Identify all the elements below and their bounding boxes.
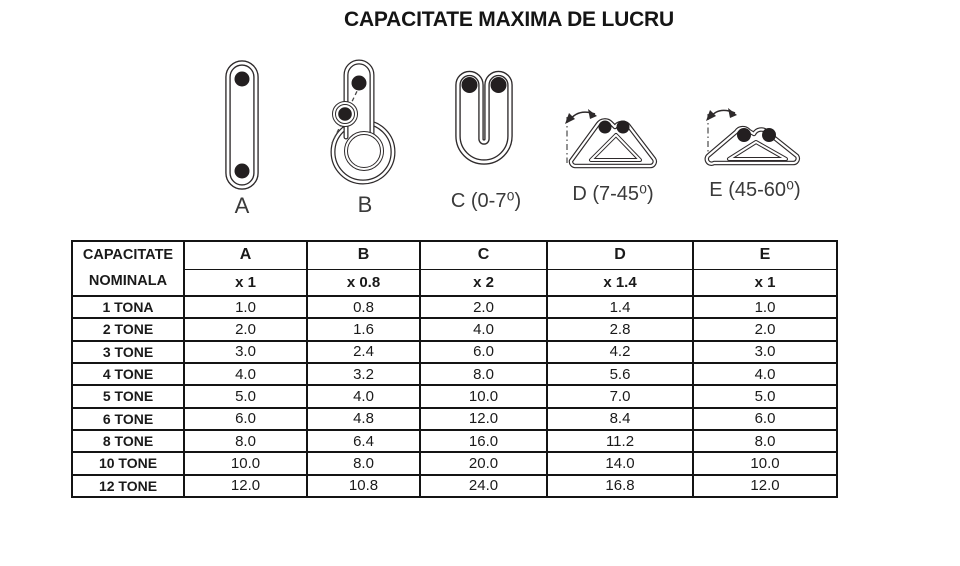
capacity-value: 1.0 — [693, 296, 837, 318]
capacity-table — [71, 240, 838, 498]
column-letter-e: E — [693, 241, 837, 269]
capacity-value: 5.0 — [184, 385, 307, 407]
page-title: CAPACITATE MAXIMA DE LUCRU — [343, 8, 674, 31]
capacity-value: 2.8 — [547, 318, 693, 340]
capacity-value: 12.0 — [420, 408, 547, 430]
row-label: 5 TONE — [72, 385, 184, 407]
column-multiplier-a: x 1 — [184, 269, 307, 296]
basket-angle-7-45-icon — [557, 103, 669, 178]
corner-header-line1: CAPACITATE — [82, 247, 174, 264]
row-label: 8 TONE — [72, 430, 184, 452]
capacity-value: 16.8 — [547, 475, 693, 497]
capacity-value: 10.0 — [420, 385, 547, 407]
column-multiplier-c: x 2 — [420, 269, 547, 296]
capacity-value: 12.0 — [184, 475, 307, 497]
capacity-value: 12.0 — [693, 475, 837, 497]
table-row — [72, 363, 837, 385]
capacity-value: 7.0 — [547, 385, 693, 407]
row-label: 4 TONE — [72, 363, 184, 385]
capacity-value: 4.0 — [184, 363, 307, 385]
capacity-value: 4.0 — [420, 318, 547, 340]
column-letter-d: D — [547, 241, 693, 269]
capacity-value: 10.8 — [307, 475, 420, 497]
capacity-value: 2.4 — [307, 341, 420, 363]
capacity-value: 3.0 — [184, 341, 307, 363]
diagram-c-label: C (0-7⁰) — [450, 190, 522, 212]
capacity-value: 8.4 — [547, 408, 693, 430]
capacity-value: 4.8 — [307, 408, 420, 430]
capacity-value: 20.0 — [420, 452, 547, 474]
diagram-e-label: E (45-60⁰) — [709, 179, 801, 201]
column-letter-b: B — [307, 241, 420, 269]
capacity-value: 2.0 — [693, 318, 837, 340]
table-row — [72, 385, 837, 407]
capacity-value: 6.0 — [184, 408, 307, 430]
capacity-value: 11.2 — [547, 430, 693, 452]
basket-hitch-icon — [451, 63, 521, 183]
capacity-value: 5.0 — [693, 385, 837, 407]
capacity-value: 3.2 — [307, 363, 420, 385]
row-label: 10 TONE — [72, 452, 184, 474]
table-row — [72, 452, 837, 474]
capacity-value: 8.0 — [420, 363, 547, 385]
capacity-value: 5.6 — [547, 363, 693, 385]
table-row — [72, 475, 837, 497]
diagram-c — [436, 63, 536, 213]
diagram-d — [550, 103, 676, 206]
capacity-value: 1.4 — [547, 296, 693, 318]
capacity-value: 4.0 — [307, 385, 420, 407]
diagram-e — [692, 105, 818, 202]
capacity-value: 24.0 — [420, 475, 547, 497]
column-letter-c: C — [420, 241, 547, 269]
table-row — [72, 296, 837, 318]
corner-header-line2: NOMINALA — [88, 272, 168, 289]
column-multiplier-d: x 1.4 — [547, 269, 693, 296]
capacity-value: 6.0 — [420, 341, 547, 363]
capacity-value: 10.0 — [184, 452, 307, 474]
diagram-b-label: B — [357, 192, 373, 217]
capacity-value: 0.8 — [307, 296, 420, 318]
capacity-value: 16.0 — [420, 430, 547, 452]
column-multiplier-b: x 0.8 — [307, 269, 420, 296]
column-multiplier-e: x 1 — [693, 269, 837, 296]
corner-header — [72, 241, 184, 296]
capacity-value: 8.0 — [307, 452, 420, 474]
row-label: 6 TONE — [72, 408, 184, 430]
capacity-value: 6.4 — [307, 430, 420, 452]
row-label: 3 TONE — [72, 341, 184, 363]
capacity-value: 2.0 — [184, 318, 307, 340]
capacity-value: 14.0 — [547, 452, 693, 474]
vertical-sling-icon — [220, 60, 264, 190]
capacity-value: 10.0 — [693, 452, 837, 474]
capacity-value: 4.0 — [693, 363, 837, 385]
row-label: 12 TONE — [72, 475, 184, 497]
table-row — [72, 408, 837, 430]
table-row — [72, 318, 837, 340]
capacity-value: 6.0 — [693, 408, 837, 430]
diagram-d-label: D (7-45⁰) — [572, 183, 654, 205]
table-row — [72, 430, 837, 452]
capacity-value: 8.0 — [184, 430, 307, 452]
choke-hitch-icon — [320, 57, 410, 192]
capacity-table-body — [72, 296, 837, 497]
capacity-value: 8.0 — [693, 430, 837, 452]
capacity-value: 1.0 — [184, 296, 307, 318]
table-row — [72, 341, 837, 363]
capacity-value: 2.0 — [420, 296, 547, 318]
column-letter-row — [72, 241, 837, 269]
capacity-value: 1.6 — [307, 318, 420, 340]
diagram-a-label: A — [234, 193, 250, 218]
capacity-value: 4.2 — [547, 341, 693, 363]
basket-angle-45-60-icon — [699, 105, 811, 177]
capacity-value: 3.0 — [693, 341, 837, 363]
column-letter-a: A — [184, 241, 307, 269]
diagram-a — [210, 60, 274, 219]
row-label: 2 TONE — [72, 318, 184, 340]
diagram-b — [312, 57, 418, 218]
row-label: 1 TONA — [72, 296, 184, 318]
column-multiplier-row — [72, 269, 837, 296]
